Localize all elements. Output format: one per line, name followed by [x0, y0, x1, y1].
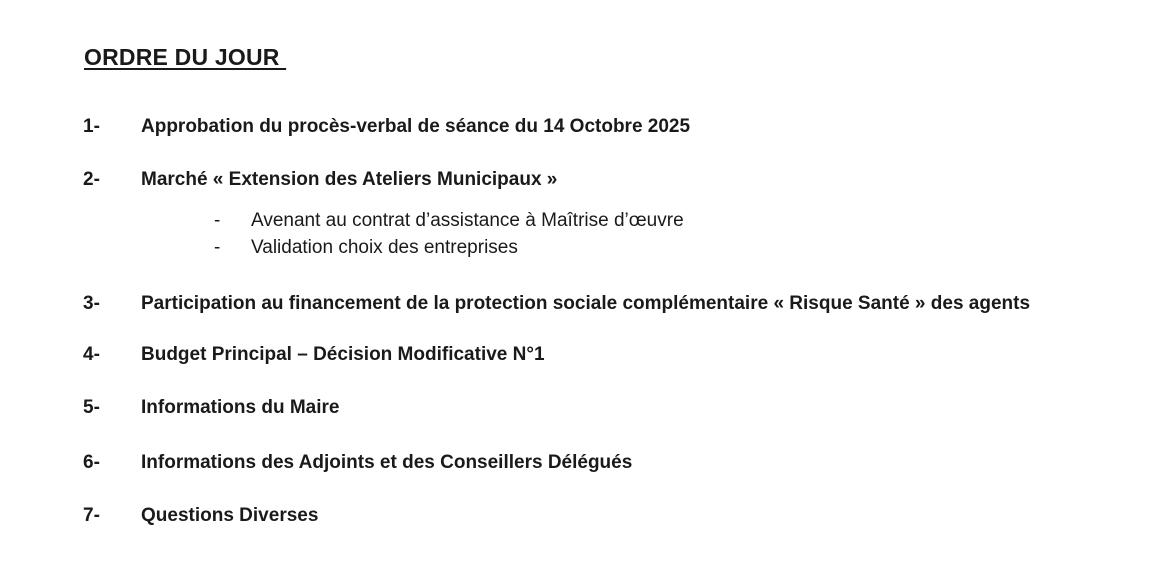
agenda-item-number: 5- — [83, 397, 100, 418]
agenda-item-text: Participation au financement de la protection sociale complémentaire « Risque Santé » des agents — [141, 293, 1031, 314]
agenda-item-text: Marché « Extension des Ateliers Municipaux » — [141, 169, 558, 190]
agenda-item-number: 7- — [83, 505, 100, 526]
subitem-bullet: - — [214, 210, 221, 231]
agenda-item-number: 2- — [83, 169, 100, 190]
agenda-item-text: Questions Diverses — [141, 505, 319, 526]
subitem-text: Avenant au contrat d’assistance à Maîtrise d’œuvre — [251, 210, 684, 231]
agenda-item-text: Informations des Adjoints et des Conseillers Délégués — [141, 452, 633, 473]
subitem-bullet: - — [214, 237, 221, 258]
agenda-item-number: 6- — [83, 452, 100, 473]
agenda-item-number: 1- — [83, 116, 100, 137]
subitem-text: Validation choix des entreprises — [251, 237, 518, 258]
agenda-item-number: 4- — [83, 344, 100, 365]
agenda-item-text: Informations du Maire — [141, 397, 340, 418]
agenda-item-text: Budget Principal – Décision Modificative N°1 — [141, 344, 545, 365]
agenda-item-text: Approbation du procès-verbal de séance du 14 Octobre 2025 — [141, 116, 691, 137]
page-title: ORDRE DU JOUR — [84, 44, 287, 70]
agenda-item-number: 3- — [83, 293, 100, 314]
